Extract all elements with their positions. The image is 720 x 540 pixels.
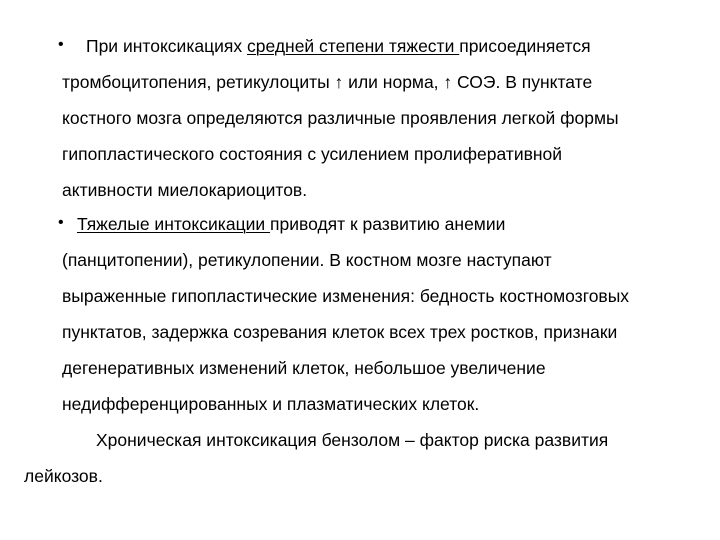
paragraph-2-line-5: дегенеративных изменений клеток, небольшое увеличение bbox=[62, 358, 546, 378]
paragraph-1-line-5: активности миелокариоцитов. bbox=[62, 180, 308, 200]
paragraph-1-line-2: тромбоцитопения, ретикулоциты ↑ или норма, ↑ СОЭ. В пунктате bbox=[62, 72, 593, 92]
paragraph-2-line-1 bbox=[77, 214, 505, 234]
paragraph-1-line-1 bbox=[86, 36, 591, 56]
paragraph-1-line-3: костного мозга определяются различные проявления легкой формы bbox=[62, 108, 619, 128]
bullet-1: • bbox=[58, 36, 64, 53]
paragraph-3-line-1: Хроническая интоксикация бензолом – фактор риска развития bbox=[96, 430, 609, 450]
paragraph-2-line-2: (панцитопении), ретикулопении. В костном мозге наступают bbox=[62, 250, 552, 270]
paragraph-1-tail-text: присоединяется bbox=[459, 36, 591, 56]
paragraph-3-line-2: лейкозов. bbox=[24, 466, 103, 486]
paragraph-1-underlined-term: средней степени тяжести bbox=[246, 36, 460, 56]
paragraph-2-line-4: пунктатов, задержка созревания клеток всех трех ростков, признаки bbox=[62, 322, 618, 342]
paragraph-1-line-4: гипопластического состояния с усилением пролиферативной bbox=[62, 144, 563, 164]
bullet-2: • bbox=[58, 214, 64, 231]
paragraph-1-lead-text: При интоксикациях bbox=[86, 36, 247, 56]
paragraph-2-line-3: выраженные гипопластические изменения: бедность костномозговых bbox=[62, 286, 630, 306]
paragraph-2-tail-text: приводят к развитию анемии bbox=[270, 214, 506, 234]
paragraph-2-line-6: недифференцированных и плазматических клеток. bbox=[62, 394, 480, 414]
paragraph-2-underlined-term: Тяжелые интоксикации bbox=[77, 214, 271, 234]
